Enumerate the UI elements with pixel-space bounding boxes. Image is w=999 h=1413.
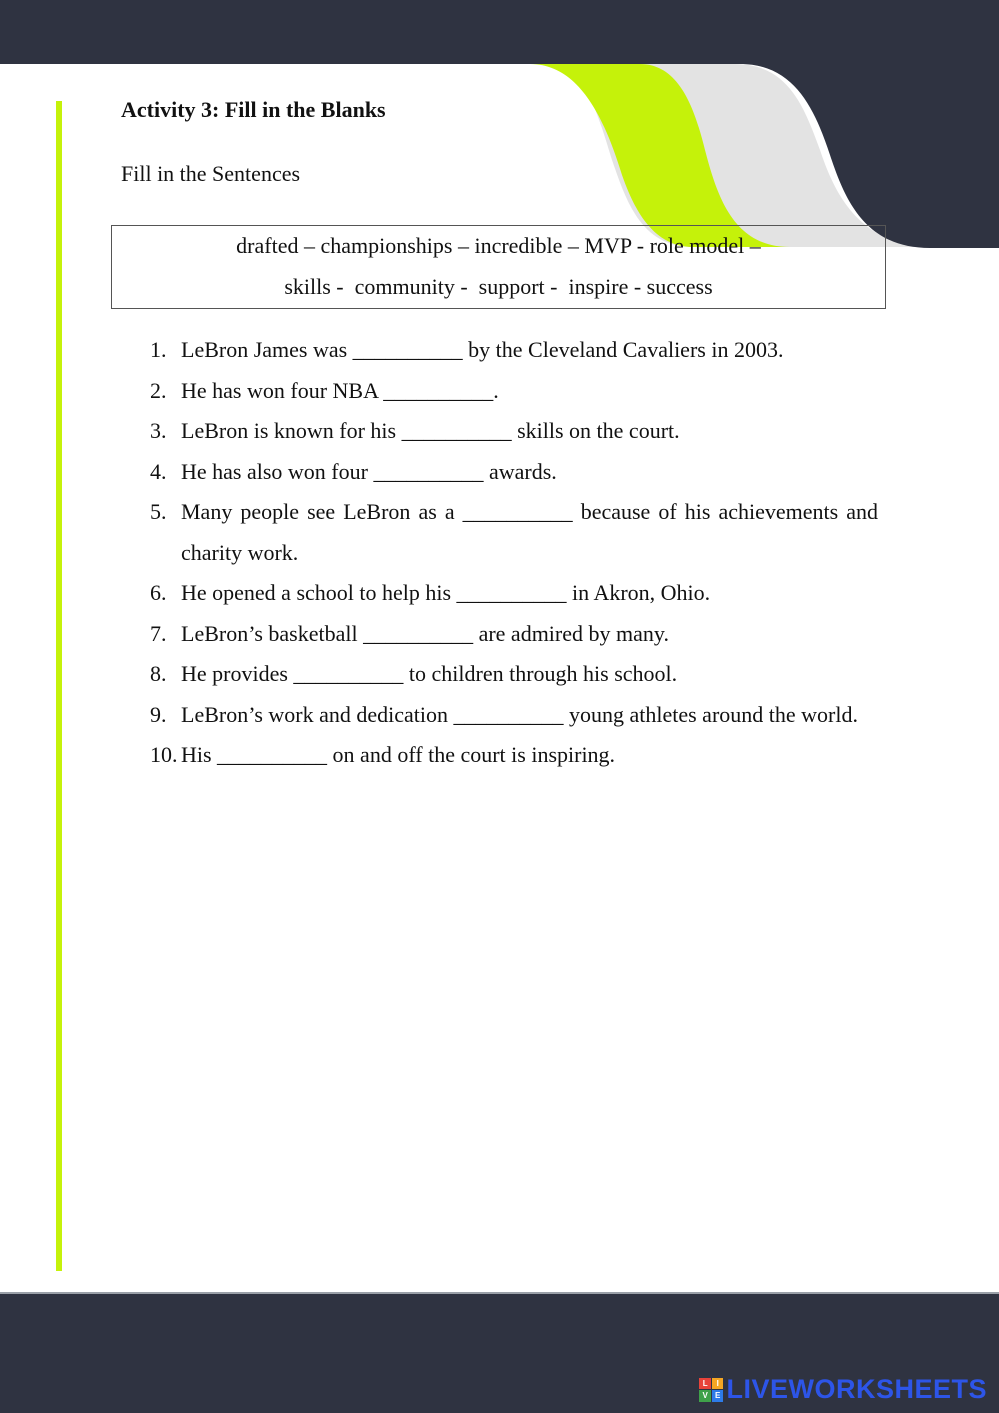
- question-4: [150, 452, 878, 493]
- question-number: 8.: [150, 661, 167, 686]
- question-number: 2.: [150, 377, 167, 403]
- header-wave-decoration: [0, 0, 999, 260]
- question-number: 7.: [150, 620, 167, 646]
- question-text: His __________ on and off the court is inspiring.: [181, 742, 616, 767]
- question-5: [150, 492, 878, 573]
- question-3: [150, 411, 878, 452]
- word-bank-box: [111, 225, 886, 309]
- question-text: He provides __________ to children through his school.: [181, 661, 678, 686]
- logo-letter-v: V: [699, 1390, 711, 1402]
- liveworksheets-logo-icon: [699, 1378, 723, 1402]
- liveworksheets-brand[interactable]: [699, 1374, 987, 1405]
- logo-letter-i: I: [712, 1378, 724, 1390]
- question-text: LeBron’s basketball __________ are admired by many.: [181, 620, 669, 646]
- question-number: 6.: [150, 580, 167, 605]
- question-text: Many people see LeBron as a __________ because of his achievements and charity work.: [181, 499, 878, 565]
- logo-letter-e: E: [712, 1390, 724, 1402]
- question-number: 3.: [150, 418, 167, 443]
- question-text: LeBron’s work and dedication __________ young athletes around the world.: [181, 701, 858, 727]
- question-number: 10.: [150, 742, 178, 767]
- question-text: LeBron James was __________ by the Cleveland Cavaliers in 2003.: [181, 337, 784, 362]
- question-text: He has also won four __________ awards.: [181, 458, 557, 484]
- question-9: [150, 695, 878, 736]
- question-text: LeBron is known for his __________ skills on the court.: [181, 418, 680, 443]
- question-number: 1.: [150, 337, 167, 362]
- left-accent-bar: [56, 101, 62, 1271]
- question-8: [150, 654, 878, 695]
- word-bank-line-1: drafted – championships – incredible – MVP - role model –: [236, 233, 761, 258]
- question-list: [150, 330, 878, 776]
- question-1: [150, 330, 878, 371]
- activity-instruction: Fill in the Sentences: [121, 161, 301, 186]
- activity-title: Activity 3: Fill in the Blanks: [121, 97, 386, 122]
- question-number: 4.: [150, 458, 167, 484]
- question-text: He opened a school to help his __________ in Akron, Ohio.: [181, 580, 711, 605]
- question-10: [150, 735, 878, 776]
- word-bank-line-2: skills - community - support - inspire - success: [284, 274, 713, 299]
- question-number: 9.: [150, 701, 167, 727]
- logo-letter-l: L: [699, 1378, 711, 1390]
- question-text: He has won four NBA __________.: [181, 377, 499, 403]
- question-number: 5.: [150, 499, 167, 524]
- liveworksheets-wordmark: LIVEWORKSHEETS: [726, 1374, 987, 1404]
- question-6: [150, 573, 878, 614]
- question-7: [150, 614, 878, 655]
- question-2: [150, 371, 878, 412]
